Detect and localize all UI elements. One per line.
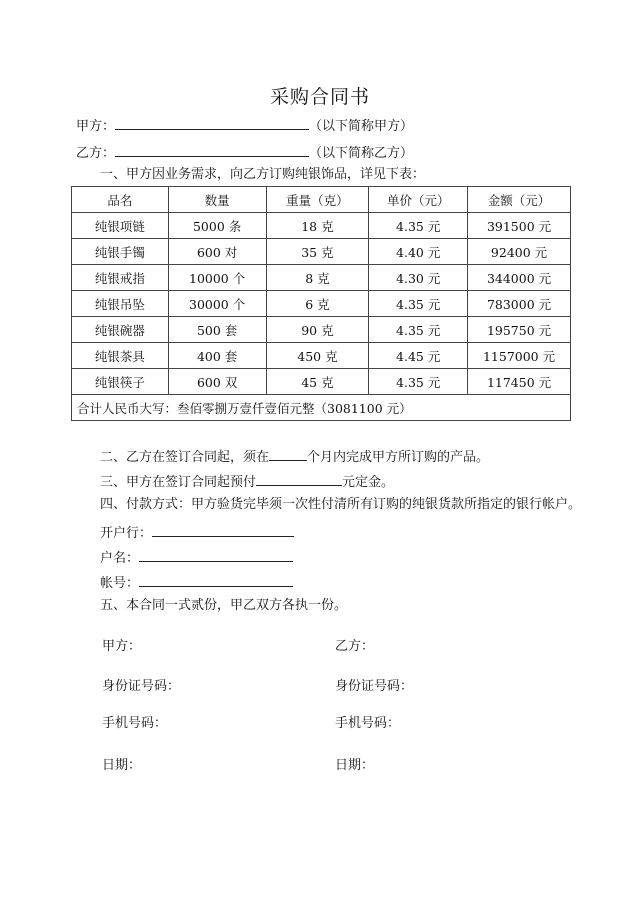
table-total-row — [72, 395, 571, 421]
cell-name: 纯银茶具 — [72, 343, 169, 369]
cell-amount: 391500 元 — [468, 213, 571, 239]
cell-quantity: 600 双 — [168, 369, 266, 395]
total-amount-in-words: 合计人民币大写：叁佰零捌万壹仟壹佰元整（3081100 元） — [72, 395, 571, 421]
cell-name: 纯银碗器 — [72, 317, 169, 343]
cell-weight: 18 克 — [266, 213, 369, 239]
table-row — [72, 317, 571, 343]
cell-name: 纯银筷子 — [72, 369, 169, 395]
table-row — [72, 369, 571, 395]
cell-amount: 92400 元 — [468, 239, 571, 265]
cell-unit-price: 4.35 元 — [369, 369, 468, 395]
signature-party-b: 乙方： — [335, 639, 375, 654]
cell-unit-price: 4.35 元 — [369, 317, 468, 343]
bank-label: 开户行： — [100, 526, 153, 541]
date-b: 日期： — [335, 758, 375, 773]
document-title: 采购合同书 — [269, 86, 370, 108]
cell-quantity: 10000 个 — [168, 265, 266, 291]
party-a-label: 甲方： — [76, 119, 116, 134]
table-row — [72, 239, 571, 265]
table-row — [72, 265, 571, 291]
account-name-line — [100, 547, 293, 568]
table-row — [72, 213, 571, 239]
clause-3-after: 元定金。 — [342, 475, 395, 490]
phone-number-a: 手机号码： — [102, 716, 168, 731]
signature-party-a: 甲方： — [102, 639, 142, 654]
deposit-blank[interactable] — [256, 471, 342, 486]
goods-table — [71, 186, 571, 421]
account-name-label: 户名： — [100, 551, 140, 566]
bank-blank[interactable] — [152, 522, 294, 537]
table-header-row — [72, 187, 571, 213]
cell-weight: 8 克 — [266, 265, 369, 291]
cell-unit-price: 4.40 元 — [369, 239, 468, 265]
date-a: 日期： — [102, 758, 142, 773]
clause-3-before: 三、甲方在签订合同起预付 — [100, 475, 257, 490]
cell-name: 纯银项链 — [72, 213, 169, 239]
party-b-label: 乙方： — [76, 146, 116, 161]
cell-unit-price: 4.35 元 — [369, 213, 468, 239]
id-number-b: 身份证号码： — [335, 679, 414, 694]
cell-quantity: 600 对 — [168, 239, 266, 265]
party-b-line — [76, 142, 413, 163]
cell-weight: 90 克 — [266, 317, 369, 343]
account-number-label: 帐号： — [100, 576, 140, 591]
cell-unit-price: 4.35 元 — [369, 291, 468, 317]
cell-quantity: 5000 条 — [168, 213, 266, 239]
cell-name: 纯银手镯 — [72, 239, 169, 265]
months-blank[interactable] — [269, 446, 307, 461]
cell-weight: 45 克 — [266, 369, 369, 395]
cell-weight: 6 克 — [266, 291, 369, 317]
bank-line — [100, 522, 294, 543]
cell-weight: 450 克 — [266, 343, 369, 369]
table-row — [72, 291, 571, 317]
cell-name: 纯银吊坠 — [72, 291, 169, 317]
clause-4: 四、付款方式：甲方验货完毕须一次性付清所有订购的纯银货款所指定的银行帐户。 — [100, 497, 582, 512]
cell-quantity: 30000 个 — [168, 291, 266, 317]
clause-1: 一、甲方因业务需求，向乙方订购纯银饰品，详见下表： — [100, 167, 426, 182]
cell-amount: 195750 元 — [468, 317, 571, 343]
cell-quantity: 500 套 — [168, 317, 266, 343]
header-name: 品名 — [72, 187, 169, 213]
header-amount: 金额（元） — [468, 187, 571, 213]
party-b-note: （以下简称乙方） — [309, 146, 414, 161]
clause-3 — [100, 471, 394, 492]
cell-quantity: 400 套 — [168, 343, 266, 369]
party-b-blank[interactable] — [115, 142, 309, 157]
clause-2-before: 二、乙方在签订合同起，须在 — [100, 450, 270, 465]
cell-name: 纯银戒指 — [72, 265, 169, 291]
cell-amount: 117450 元 — [468, 369, 571, 395]
cell-unit-price: 4.30 元 — [369, 265, 468, 291]
header-quantity: 数量 — [168, 187, 266, 213]
party-a-blank[interactable] — [115, 115, 309, 130]
cell-amount: 1157000 元 — [468, 343, 571, 369]
clause-5: 五、本合同一式贰份，甲乙双方各执一份。 — [100, 598, 348, 613]
clause-2-after: 个月内完成甲方所订购的产品。 — [307, 450, 490, 465]
party-a-note: （以下简称甲方） — [309, 119, 414, 134]
account-number-line — [100, 572, 293, 593]
account-number-blank[interactable] — [139, 572, 293, 587]
phone-number-b: 手机号码： — [335, 716, 401, 731]
table-row — [72, 343, 571, 369]
header-weight: 重量（克） — [266, 187, 369, 213]
cell-weight: 35 克 — [266, 239, 369, 265]
clause-2 — [100, 446, 489, 467]
cell-amount: 783000 元 — [468, 291, 571, 317]
account-name-blank[interactable] — [139, 547, 293, 562]
cell-unit-price: 4.45 元 — [369, 343, 468, 369]
id-number-a: 身份证号码： — [102, 679, 181, 694]
cell-amount: 344000 元 — [468, 265, 571, 291]
header-unit-price: 单价（元） — [369, 187, 468, 213]
party-a-line — [76, 115, 413, 136]
